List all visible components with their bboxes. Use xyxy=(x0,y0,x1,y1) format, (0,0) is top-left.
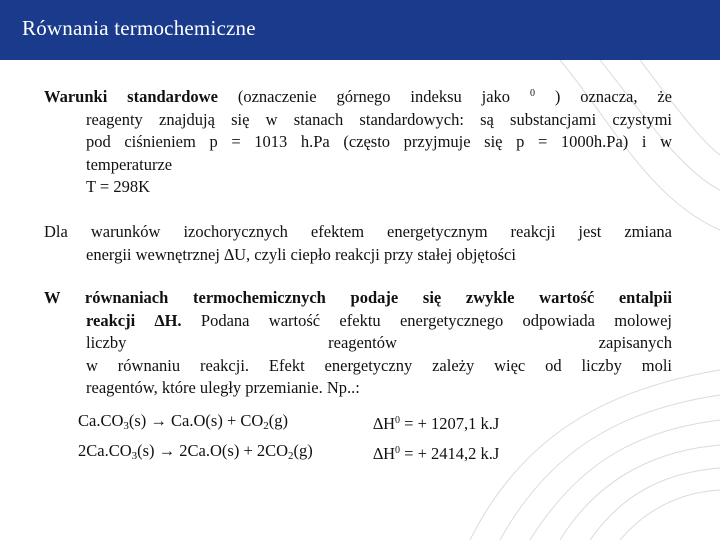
slide-header xyxy=(0,0,720,60)
term-standard-conditions: Warunki standardowe xyxy=(44,87,218,106)
p2-line-2: energii wewnętrznej ∆U, czyli ciepło reakcji przy stałej objętości xyxy=(86,244,516,264)
p3-line-4: w równaniu reakcji. Efekt energetyczny zależy więc od liczby moli xyxy=(86,355,672,375)
p2-line-1: Dla warunków izochorycznych efektem energetycznym reakcji jest zmiana xyxy=(44,222,672,241)
paragraph-isochoric xyxy=(44,221,672,266)
equation-2-enthalpy: $\Delta H^0$ = + 2414,2 k.J xyxy=(373,444,500,463)
paragraph-thermochemical-equations xyxy=(44,287,672,400)
p1-line-3: pod ciśnieniem p = 1013 h.Pa (często przyjmuje się p = 1000h.Pa) i w xyxy=(86,132,672,151)
p1-line-5: T = 298K xyxy=(86,177,151,196)
p3-line-1: W równaniach termochemicznych podaje się zwykle wartość entalpii xyxy=(44,288,672,307)
equation-1-reaction: $Ca.CO_3(s) \to Ca.O(s) + CO_2(g)$ xyxy=(78,411,289,432)
superscript-zero: 0 xyxy=(529,88,535,99)
equation-2-reaction: $2Ca.CO_3(s) \to 2Ca.O(s) + 2CO_2(g)$ xyxy=(78,441,313,462)
slide-title: Równania termochemiczne xyxy=(22,16,256,40)
p1-line-4: temperaturze xyxy=(86,154,173,174)
p1-line-1: Warunki standardowe (oznaczenie górnego indeksu jako $^0$ ) oznacza, że xyxy=(44,87,672,106)
p3-line-3: liczby reagentów zapisanych xyxy=(86,333,672,352)
equation-1-enthalpy: $\Delta H^0$ = + 1207,1 k.J xyxy=(373,414,500,433)
p3-line-5: reagentów, które uległy przemianie. Np..: xyxy=(86,378,360,397)
p1-line-2: reagenty znajdują się w stanach standardowych: są substancjami czystymi xyxy=(86,109,672,129)
p3-line-2: reakcji ∆H. Podana wartość efektu energetycznego odpowiada molowej xyxy=(86,310,672,330)
paragraph-standard-conditions xyxy=(44,83,672,199)
